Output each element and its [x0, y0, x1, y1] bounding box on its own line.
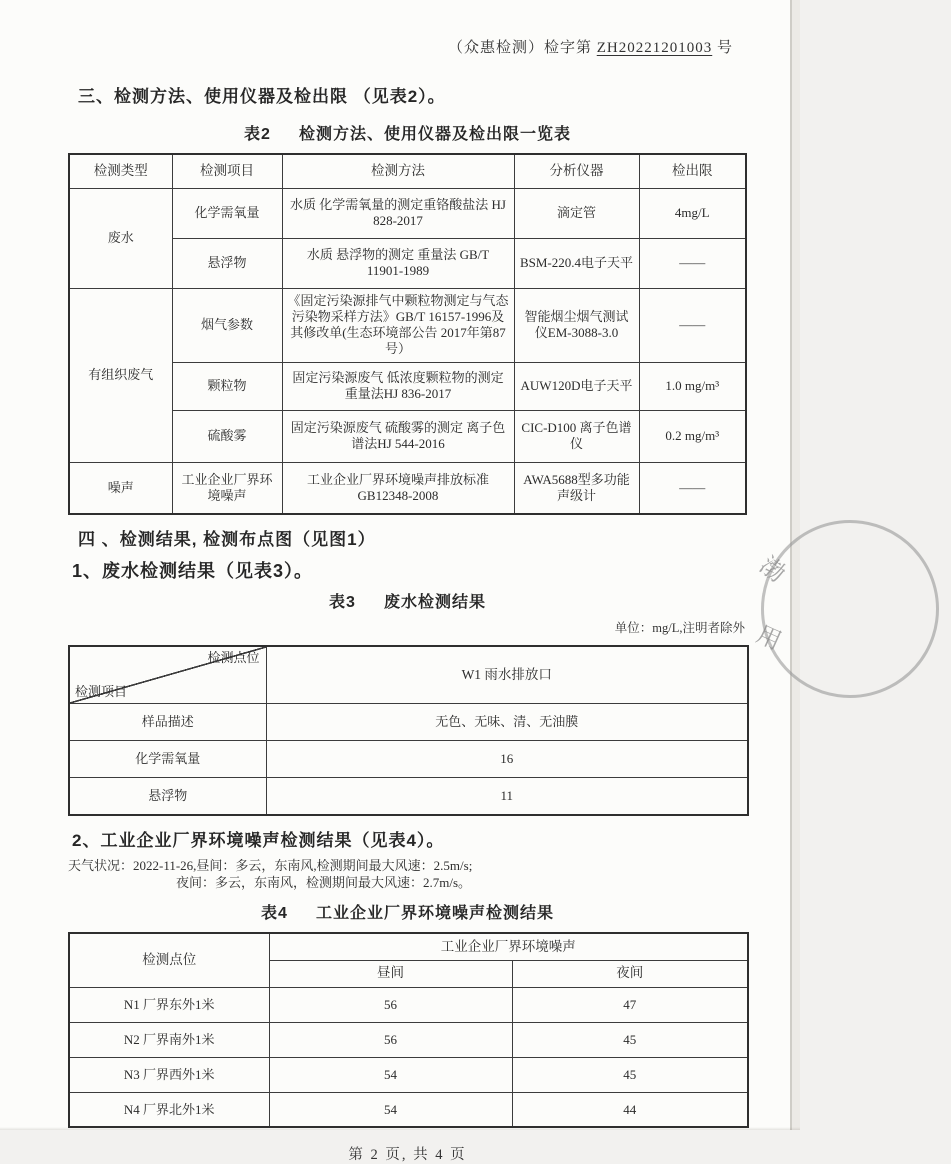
item-cod: 化学需氧量	[172, 188, 282, 238]
instrument-noise: AWA5688型多功能声级计	[514, 462, 639, 514]
table2-row-cod	[69, 188, 746, 238]
table2-row-noise	[69, 462, 746, 514]
table2-col-type: 检测类型	[69, 154, 172, 188]
limit-fluegas: ——	[639, 288, 746, 362]
ref-suffix: 号	[716, 40, 733, 56]
section-3-heading: 三、检测方法、使用仪器及检出限 （见表2）。	[78, 87, 446, 106]
subsection-1-heading: 1、废水检测结果（见表3）。	[72, 561, 314, 581]
n4-day: 54	[269, 1092, 512, 1127]
n4-night: 44	[512, 1092, 748, 1127]
corner-point-label: 检测点位	[207, 650, 260, 665]
stamp-character-2: 用	[752, 621, 785, 656]
limit-pm: 1.0 mg/m³	[639, 362, 746, 410]
table2-caption	[68, 121, 747, 144]
method-acidmist: 固定污染源废气 硫酸雾的测定 离子色谱法HJ 544-2016	[282, 410, 514, 462]
item-pm: 颗粒物	[172, 362, 282, 410]
limit-acidmist: 0.2 mg/m³	[639, 410, 746, 462]
n2-day: 56	[269, 1022, 512, 1057]
n2-night: 45	[512, 1022, 748, 1057]
point-n4: N4 厂界北外1米	[69, 1092, 269, 1127]
table3-unit-note: 单位：mg/L,注明者除外	[614, 621, 745, 635]
instrument-fluegas: 智能烟尘烟气测试仪EM-3088-3.0	[514, 288, 639, 362]
page-number-footer: 第 2 页, 共 4 页	[348, 1147, 467, 1164]
instrument-acidmist: CIC-D100 离子色谱仪	[514, 410, 639, 462]
table4-col-day: 昼间	[269, 960, 512, 987]
table4-caption	[68, 900, 747, 923]
item-acidmist: 硫酸雾	[172, 410, 282, 462]
method-ss: 水质 悬浮物的测定 重量法 GB/T 11901-1989	[282, 238, 514, 288]
table2-col-item: 检测项目	[172, 154, 282, 188]
instrument-cod: 滴定管	[514, 188, 639, 238]
table4-corner-point: 检测点位	[69, 933, 269, 987]
table2-row-fluegas	[69, 288, 746, 362]
table3-header-row	[69, 646, 748, 704]
ref-number: ZH20221201003	[596, 40, 713, 56]
type-organized-exhaust: 有组织废气	[69, 288, 172, 462]
table3-wastewater-results	[68, 645, 749, 816]
n1-night: 47	[512, 987, 748, 1022]
type-wastewater: 废水	[69, 188, 172, 288]
item-cod-result: 化学需氧量	[69, 741, 266, 778]
ref-prefix: （众惠检测）检字第	[447, 40, 592, 56]
table3-corner-cell	[69, 646, 266, 704]
value-sample-description: 无色、无味、清、无油膜	[266, 704, 748, 741]
n3-night: 45	[512, 1057, 748, 1092]
report-reference-number	[68, 0, 747, 57]
item-ss: 悬浮物	[172, 238, 282, 288]
instrument-ss: BSM-220.4电子天平	[514, 238, 639, 288]
table4-row-n2	[69, 1022, 748, 1057]
table2-methods-instruments-limits	[68, 153, 747, 515]
weather-night-line: 夜间：多云，东南风，检测期间最大风速：2.7m/s。	[176, 875, 472, 891]
table4-group-header-row	[69, 933, 748, 960]
page-content	[68, 0, 747, 1164]
method-cod: 水质 化学需氧量的测定重铬酸盐法 HJ 828-2017	[282, 188, 514, 238]
stamp-character-1: 渤	[754, 552, 790, 588]
scan-right-margin	[792, 0, 800, 1130]
type-noise: 噪声	[69, 462, 172, 514]
table3-title: 废水检测结果	[383, 594, 486, 611]
n3-day: 54	[269, 1057, 512, 1092]
item-sample-description: 样品描述	[69, 704, 266, 741]
table4-col-night: 夜间	[512, 960, 748, 987]
table4-title: 工业企业厂界环境噪声检测结果	[315, 905, 554, 923]
table4-row-n1	[69, 987, 748, 1022]
value-cod-result: 16	[266, 741, 748, 778]
limit-noise: ——	[639, 462, 746, 514]
point-n2: N2 厂界南外1米	[69, 1022, 269, 1057]
table3-row-cod	[69, 741, 748, 778]
table2-header-row	[69, 154, 746, 188]
instrument-pm: AUW120D电子天平	[514, 362, 639, 410]
point-n1: N1 厂界东外1米	[69, 987, 269, 1022]
limit-cod: 4mg/L	[639, 188, 746, 238]
item-ss-result: 悬浮物	[69, 778, 266, 815]
item-noise: 工业企业厂界环境噪声	[172, 462, 282, 514]
stamp-ring-arc	[749, 508, 950, 709]
table3-caption	[68, 589, 747, 612]
item-fluegas: 烟气参数	[172, 288, 282, 362]
weather-day-line: 天气状况：2022-11-26,昼间：多云，东南风,检测期间最大风速：2.5m/s;	[68, 857, 473, 873]
corner-item-label: 检测项目	[75, 683, 128, 699]
table4-row-n3	[69, 1057, 748, 1092]
value-ss-result: 11	[266, 778, 748, 815]
table3-row-description	[69, 704, 748, 741]
table3-point-header: W1 雨水排放口	[266, 646, 748, 704]
method-fluegas: 《固定污染源排气中颗粒物测定与气态污染物采样方法》GB/T 16157-1996及其修改单(生态环境部公告 2017年第87号）	[282, 288, 514, 362]
table4-row-n4	[69, 1092, 748, 1127]
table3-label: 表3	[329, 594, 356, 611]
scan-page-edge-line	[790, 0, 792, 1130]
table3-row-ss	[69, 778, 748, 815]
subsection-2-heading: 2、工业企业厂界环境噪声检测结果（见表4）。	[72, 830, 445, 850]
limit-ss: ——	[639, 238, 746, 288]
table2-col-method: 检测方法	[282, 154, 514, 188]
method-noise: 工业企业厂界环境噪声排放标准 GB12348-2008	[282, 462, 514, 514]
table4-group-header: 工业企业厂界环境噪声	[269, 933, 748, 960]
n1-day: 56	[269, 987, 512, 1022]
table2-col-limit: 检出限	[639, 154, 746, 188]
weather-conditions	[68, 857, 747, 893]
table2-label: 表2	[244, 126, 271, 143]
section-4-heading: 四 、检测结果, 检测布点图（见图1）	[78, 530, 376, 549]
table2-col-instrument: 分析仪器	[514, 154, 639, 188]
table4-label: 表4	[261, 905, 288, 923]
table2-title: 检测方法、使用仪器及检出限一览表	[298, 126, 571, 143]
table4-noise-results	[68, 932, 749, 1128]
point-n3: N3 厂界西外1米	[69, 1057, 269, 1092]
method-pm: 固定污染源废气 低浓度颗粒物的测定 重量法HJ 836-2017	[282, 362, 514, 410]
